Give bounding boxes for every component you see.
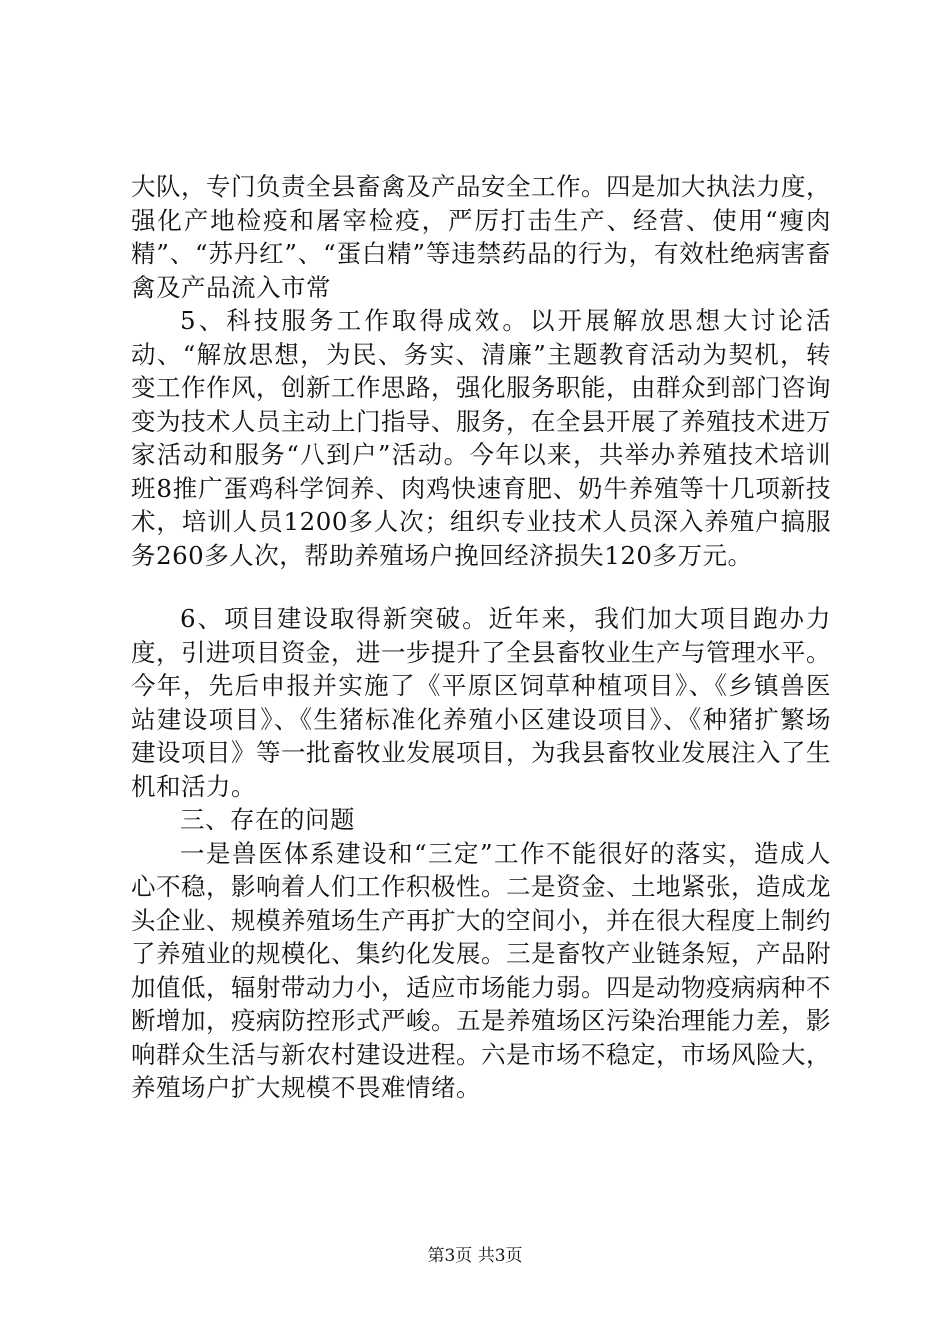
paragraph-spacer (131, 572, 831, 602)
paragraph-tech-services: 5、科技服务工作取得成效。以开展解放思想大讨论活动、“解放思想，为民、务实、清廉”主题教育活动为契机，转变工作作风，创新工作思路，强化服务职能，由群众到部门咨询变为技术人员主动上门指导、服务，在全县开展了养殖技术进万家活动和服务“八到户”活动。今年以来，共举办养殖技术培训班8推广蛋鸡科学饲养、肉鸡快速育肥、奶牛养殖等十几项新技术，培训人员1200多人次；组织专业技术人员深入养殖户搞服务260多人次，帮助养殖场户挽回经济损失120多万元。 (131, 306, 831, 570)
paragraph-problems: 一是兽医体系建设和“三定”工作不能很好的落实，造成人心不稳，影响着人们工作积极性。二是资金、土地紧张，造成龙头企业、规模养殖场生产再扩大的空间小，并在很大程度上制约了养殖业的规模化、集约化发展。三是畜牧产业链条短，产品附加值低，辐射带动力小，适应市场能力弱。四是动物疫病病种不断增加，疫病防控形式严峻。五是养殖场区污染治理能力差，影响群众生活与新农村建设进程。六是市场不稳定，市场风险大，养殖场户扩大规模不畏难情绪。 (131, 838, 831, 1102)
section-heading-problems: 三、存在的问题 (180, 805, 355, 834)
paragraph-project-construction: 6、项目建设取得新突破。近年来，我们加大项目跑办力度，引进项目资金，进一步提升了全县畜牧业生产与管理水平。今年，先后申报并实施了《平原区饲草种植项目》、《乡镇兽医站建设项目》、《生猪标准化养殖小区建设项目》、《种猪扩繁场建设项目》等一批畜牧业发展项目，为我县畜牧业发展注入了生机和活力。 (131, 604, 831, 801)
document-body (131, 170, 831, 1105)
page-number-footer: 第3页 共3页 (427, 1246, 523, 1266)
paragraph-continuation: 大队，专门负责全县畜禽及产品安全工作。四是加大执法力度，强化产地检疫和屠宰检疫，严厉打击生产、经营、使用“瘦肉精”、“苏丹红”、“蛋白精”等违禁药品的行为，有效杜绝病害畜禽及产品流入市常 (131, 172, 831, 302)
